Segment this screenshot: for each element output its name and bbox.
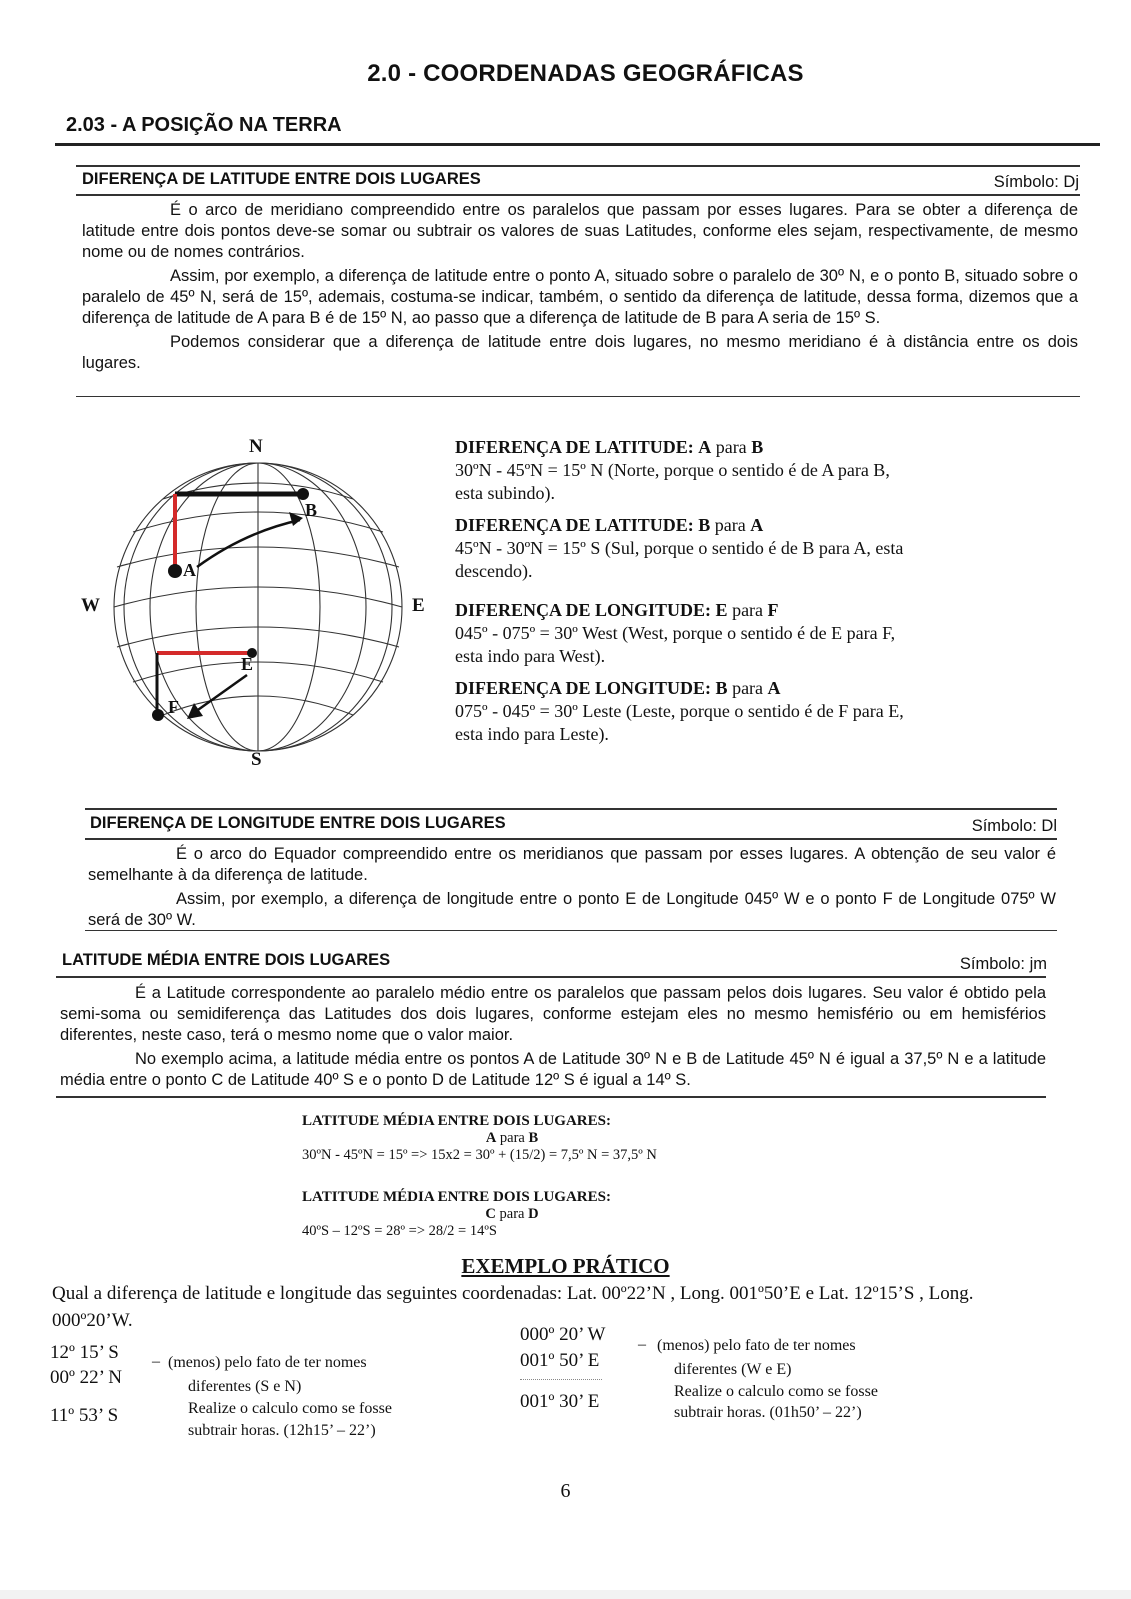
example-calc: 30ºN - 45ºN = 15º => 15x2 = 30º + (15/2) = 7,5º N = 37,5º N <box>302 1147 657 1163</box>
longitude-value-1: 000º 20’ W <box>520 1324 606 1345</box>
paragraph: É a Latitude correspondente ao paralelo médio entre os paralelos que passam pelos dois lugares. Seu valor é obtido pela semi-soma ou semidiferença das Latitudes dos dois lugares, conforme estejam eles no mesmo hemisfério ou em hemisférios diferentes, neste caso, terá o mesmo nome que o valor maior. <box>60 984 1046 1044</box>
latitude-result: 11º 53’ S <box>50 1405 119 1426</box>
latitude-value-1: 12º 15’ S <box>50 1342 119 1363</box>
latitude-note: subtrair horas. (12h15’ – 22’) <box>188 1422 376 1439</box>
to-point: D <box>528 1206 539 1222</box>
paragraph: Assim, por exemplo, a diferença de longitude entre o ponto E de Longitude 045º W e o ponto F de Longitude 075º W será de 30º W. <box>88 890 1056 929</box>
explanation-calc: 045º - 075º = 30º West (West, porque o sentido é de E para F, esta indo para West). <box>455 623 896 666</box>
from-point: E <box>715 600 728 620</box>
explanation-heading: DIFERENÇA DE LONGITUDE: <box>455 678 712 698</box>
mean-latitude-example-cd <box>302 1189 722 1240</box>
longitude-value-2: 001º 50’ E <box>520 1350 600 1371</box>
divider <box>55 143 1100 146</box>
globe-diagram <box>75 432 445 777</box>
example-heading: LATITUDE MÉDIA ENTRE DOIS LUGARES: <box>302 1189 611 1205</box>
divider <box>76 165 1080 167</box>
practical-example-question: Qual a diferença de latitude e longitude das seguintes coordenadas: Lat. 00º22’N , Long. 001º50’E e Lat. 12º15’S , Long. 000º20’W. <box>52 1283 974 1331</box>
point-b-label: B <box>305 500 318 520</box>
explanation-calc: 30ºN - 45ºN = 15º N (Norte, porque o sentido é de A para B, esta subindo). <box>455 460 890 503</box>
divider <box>76 194 1080 196</box>
paragraph: Assim, por exemplo, a diferença de latitude entre o ponto A, situado sobre o paralelo de 30º N, e o ponto B, situado sobre o paralelo de 45º N, será de 15º, ademais, costuma-se indicar, também, o sentido da diferença de latitude, dessa forma, dizemos que a diferença de latitude de A para B é de 15º N, ao passo que a diferença de latitude de B para A seria de 15º S. <box>82 267 1078 327</box>
section-heading-latitude-difference: DIFERENÇA DE LATITUDE ENTRE DOIS LUGARES <box>82 170 481 188</box>
section-body <box>88 844 1056 931</box>
symbol-label: Símbolo: Dj <box>993 173 1079 191</box>
page-edge <box>0 1590 1131 1599</box>
south-label: S <box>251 749 262 770</box>
divider <box>76 396 1080 397</box>
explanation-calc: 075º - 045º = 30º Leste (Leste, porque o sentido é de F para E, esta indo para Leste). <box>455 701 904 744</box>
divider <box>85 930 1057 931</box>
section-body <box>60 983 1046 1091</box>
section-heading-mean-latitude: LATITUDE MÉDIA ENTRE DOIS LUGARES <box>62 951 391 969</box>
explanations <box>455 436 905 755</box>
from-point: A <box>485 1130 497 1146</box>
mean-latitude-example-ab <box>302 1113 722 1164</box>
from-point: C <box>485 1206 496 1222</box>
longitude-note: diferentes (W e E) <box>674 1361 792 1378</box>
east-label: E <box>412 595 425 616</box>
latitude-note: Realize o calculo como se fosse <box>188 1400 392 1417</box>
point-e-label: E <box>241 654 254 674</box>
latitude-note: diferentes (S e N) <box>188 1378 302 1395</box>
paragraph: É o arco do Equador compreendido entre os meridianos que passam por esses lugares. A obtenção de seu valor é semelhante à da diferença de latitude. <box>88 845 1056 884</box>
west-label: W <box>81 595 100 616</box>
section-heading-longitude-difference: DIFERENÇA DE LONGITUDE ENTRE DOIS LUGARES <box>90 814 506 832</box>
longitude-note: Realize o calculo como se fosse <box>674 1383 878 1400</box>
globe-svg <box>75 432 445 777</box>
from-point: A <box>698 437 712 457</box>
page-title: 2.0 - COORDENADAS GEOGRÁFICAS <box>367 60 804 87</box>
example-subtitle <box>302 1206 722 1223</box>
longitude-result: 001º 30’ E <box>520 1391 600 1412</box>
example-calc: 40ºS – 12ºS = 28º => 28/2 = 14ºS <box>302 1223 497 1239</box>
divider <box>85 808 1057 810</box>
to-point: A <box>750 515 764 535</box>
paragraph: Podemos considerar que a diferença de latitude entre dois lugares, no mesmo meridiano é à distância entre os dois lugares. <box>82 333 1078 372</box>
divider <box>56 1096 1046 1098</box>
explanation-item <box>455 514 905 583</box>
connector: para <box>732 600 764 620</box>
to-point: F <box>767 600 779 620</box>
minus-sign: – <box>638 1336 646 1353</box>
connector: para <box>499 1206 525 1222</box>
point-a-label: A <box>183 560 196 580</box>
latitude-value-2: 00º 22’ N <box>50 1367 123 1388</box>
explanation-heading: DIFERENÇA DE LONGITUDE: <box>455 600 712 620</box>
connector: para <box>499 1130 525 1146</box>
section-subtitle: 2.03 - A POSIÇÃO NA TERRA <box>66 114 342 136</box>
latitude-note: (menos) pelo fato de ter nomes <box>168 1354 367 1371</box>
divider <box>56 976 1046 978</box>
symbol-label: Símbolo: Dl <box>971 817 1057 835</box>
to-point: B <box>751 437 764 457</box>
divider <box>85 838 1057 840</box>
longitude-note: subtrair horas. (01h50’ – 22’) <box>674 1404 862 1421</box>
connector: para <box>732 678 764 698</box>
from-point: B <box>698 515 711 535</box>
explanation-heading: DIFERENÇA DE LATITUDE: <box>455 515 694 535</box>
page-number: 6 <box>560 1480 571 1502</box>
explanation-item <box>455 677 905 746</box>
longitude-note: (menos) pelo fato de ter nomes <box>657 1337 856 1354</box>
paragraph: É o arco de meridiano compreendido entre os paralelos que passam por esses lugares. Para se obter a diferença de latitude entre dois pontos deve-se somar ou subtrair os valores de suas Latitudes, conforme eles sejam, respectivamente, de mesmo nome ou de nomes contrários. <box>82 201 1078 261</box>
from-point: B <box>715 678 728 698</box>
connector: para <box>714 515 746 535</box>
explanation-item <box>455 436 905 505</box>
paragraph: No exemplo acima, a latitude média entre os pontos A de Latitude 30º N e B de Latitude 45º N é igual a 37,5º N e a latitude média entre o ponto C de Latitude 40º S e o ponto D de Latitude 12º S é igual a 14º S. <box>60 1050 1046 1089</box>
north-label: N <box>249 436 263 457</box>
point-f-label: F <box>168 697 179 717</box>
example-heading: LATITUDE MÉDIA ENTRE DOIS LUGARES: <box>302 1113 611 1129</box>
to-point: A <box>767 678 781 698</box>
practical-example-title: EXEMPLO PRÁTICO <box>461 1254 670 1278</box>
connector: para <box>715 437 747 457</box>
example-subtitle <box>302 1130 722 1147</box>
explanation-heading: DIFERENÇA DE LATITUDE: <box>455 437 694 457</box>
dotted-divider <box>520 1379 602 1380</box>
minus-sign: – <box>152 1353 160 1370</box>
explanation-item <box>455 599 905 668</box>
symbol-label: Símbolo: jm <box>959 955 1047 973</box>
explanation-calc: 45ºN - 30ºN = 15º S (Sul, porque o sentido é de B para A, esta descendo). <box>455 538 904 581</box>
to-point: B <box>528 1130 539 1146</box>
section-body <box>82 200 1078 374</box>
